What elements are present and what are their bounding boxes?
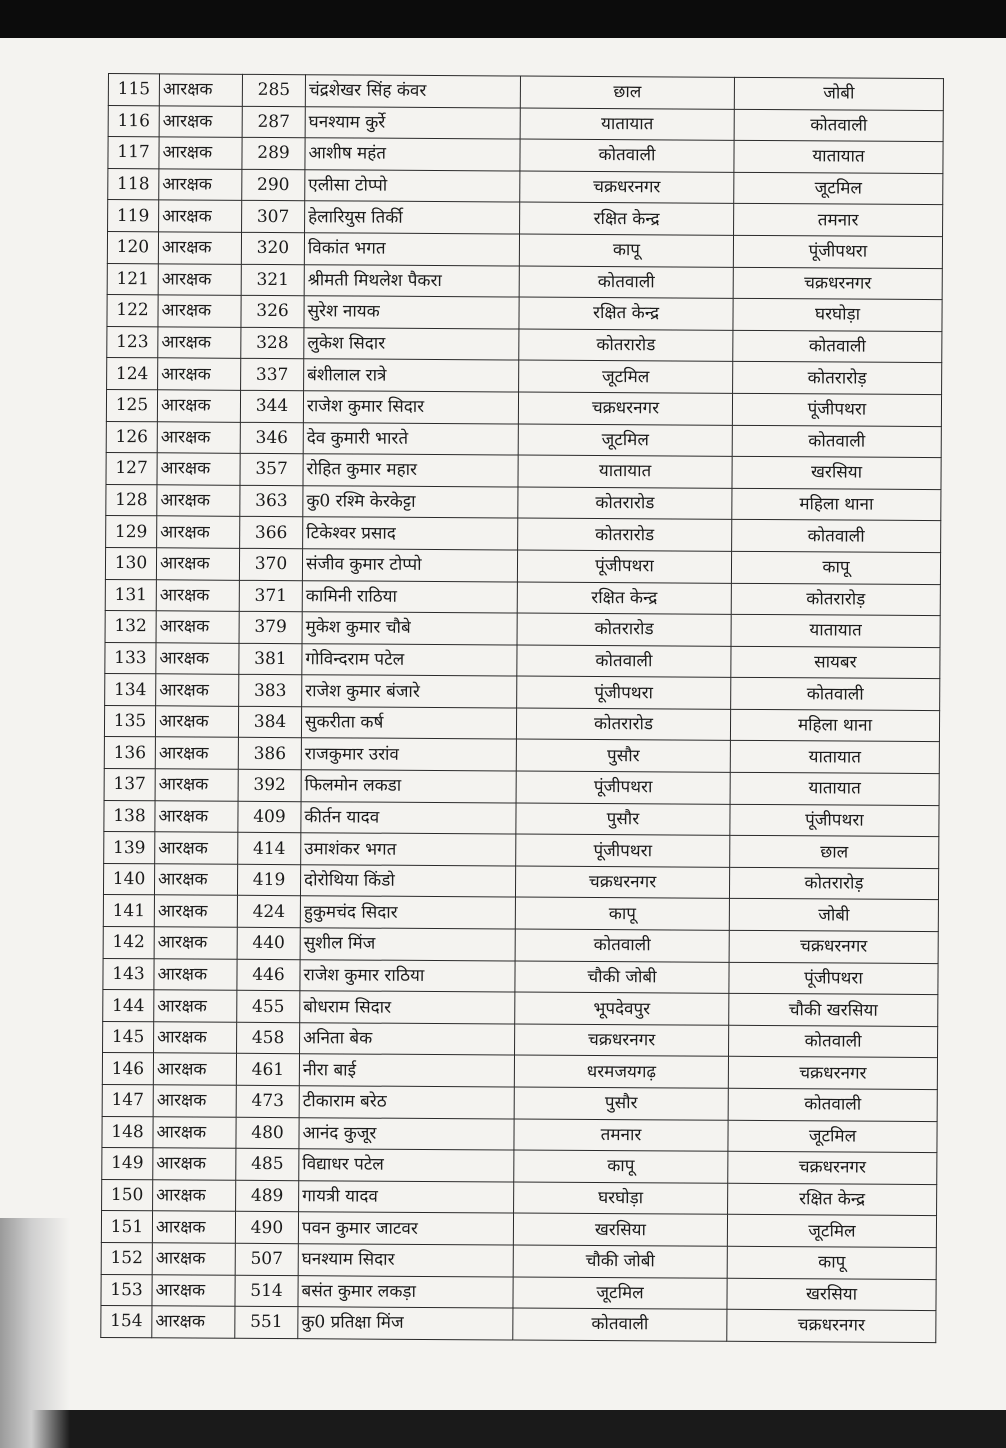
serial-number-cell: 149 [102,1148,153,1180]
serial-number-cell: 120 [107,231,158,263]
badge-number-cell: 446 [237,959,300,991]
employee-name-cell: आनंद कुजूर [299,1117,514,1150]
badge-number-cell: 371 [239,580,302,612]
new-posting-cell: चक्रधरनगर [733,267,942,300]
serial-number-cell: 125 [106,389,157,421]
rank-cell: आरक्षक [155,706,238,738]
serial-number-cell: 138 [104,800,155,832]
rank-cell: आरक्षक [156,611,239,643]
new-posting-cell: जूटमिल [728,1120,937,1153]
employee-name-cell: रोहित कुमार महार [303,454,518,487]
employee-name-cell: सुकरीता कर्ष [301,707,516,740]
current-posting-cell: कोतरारोड [518,487,732,520]
badge-number-cell: 328 [241,327,304,359]
current-posting-cell: कोतवाली [519,266,733,299]
transfer-table-body [101,74,944,1343]
current-posting-cell: चक्रधरनगर [518,392,732,425]
employee-name-cell: गोविन्दराम पटेल [302,643,517,676]
current-posting-cell: खरसिया [513,1213,727,1246]
serial-number-cell: 137 [104,769,155,801]
new-posting-cell: यातायात [730,741,939,774]
table-row [106,389,941,426]
badge-number-cell: 337 [241,359,304,391]
badge-number-cell: 307 [242,201,305,233]
employee-name-cell: सुरेश नायक [304,296,519,329]
current-posting-cell: चौकी जोबी [513,1245,727,1278]
table-row [104,800,939,837]
new-posting-cell: यातायात [731,614,940,647]
rank-cell: आरक्षक [157,453,240,485]
table-row [104,769,939,806]
serial-number-cell: 142 [103,927,154,959]
table-row [105,579,940,616]
serial-number-cell: 144 [103,990,154,1022]
serial-number-cell: 148 [102,1116,153,1148]
serial-number-cell: 128 [106,484,157,516]
new-posting-cell: यातायात [734,141,943,174]
table-row [103,927,938,964]
current-posting-cell: कोतवाली [513,1308,727,1341]
current-posting-cell: रक्षित केन्द्र [519,297,733,330]
rank-cell: आरक्षक [157,485,240,517]
employee-name-cell: कीर्तन यादव [301,801,516,834]
rank-cell: आरक्षक [156,548,239,580]
employee-name-cell: संजीव कुमार टोप्पो [302,549,517,582]
rank-cell: आरक्षक [158,295,241,327]
new-posting-cell: चौकी खरसिया [729,994,938,1027]
rank-cell: आरक्षक [154,895,237,927]
table-row [106,453,941,490]
badge-number-cell: 480 [236,1117,299,1149]
new-posting-cell: चक्रधरनगर [728,1057,937,1090]
table-row [102,1179,937,1216]
table-row [107,231,942,268]
employee-name-cell: लुकेश सिदार [304,327,519,360]
rank-cell: आरक्षक [153,1148,236,1180]
current-posting-cell: कोतवाली [517,645,731,678]
badge-number-cell: 489 [236,1180,299,1212]
new-posting-cell: छाल [730,836,939,869]
table-row [103,958,938,995]
new-posting-cell: कापू [727,1246,936,1279]
serial-number-cell: 115 [108,74,159,106]
serial-number-cell: 145 [103,1021,154,1053]
serial-number-cell: 122 [107,295,158,327]
current-posting-cell: कापू [514,1150,728,1183]
current-posting-cell: भूपदेवपुर [515,992,729,1025]
employee-name-cell: एलीसा टोप्पो [305,169,520,202]
current-posting-cell: कापू [515,897,729,930]
new-posting-cell: जोबी [734,77,943,110]
serial-number-cell: 124 [107,358,158,390]
rank-cell: आरक्षक [155,800,238,832]
current-posting-cell: धरमजयगढ़ [514,1055,728,1088]
badge-number-cell: 321 [241,264,304,296]
new-posting-cell: तमनार [734,204,943,237]
badge-number-cell: 379 [239,611,302,643]
new-posting-cell: कोतवाली [731,678,940,711]
employee-name-cell: दोरोथिया किंडो [300,865,515,898]
new-posting-cell: कोतरारोड़ [733,362,942,395]
table-row [103,863,938,900]
employee-name-cell: विकांत भगत [304,233,519,266]
table-row [107,295,942,332]
employee-name-cell: घनश्याम सिदार [298,1244,513,1277]
current-posting-cell: रक्षित केन्द्र [520,202,734,235]
rank-cell: आरक्षक [155,737,238,769]
table-row [101,1242,936,1279]
employee-name-cell: फिलमोन लकडा [301,770,516,803]
current-posting-cell: रक्षित केन्द्र [517,582,731,615]
table-row [104,737,939,774]
table-row [102,1053,937,1090]
new-posting-cell: खरसिया [732,456,941,489]
employee-name-cell: अनिता बेक [300,1023,515,1056]
rank-cell: आरक्षक [159,74,242,106]
badge-number-cell: 473 [236,1085,299,1117]
current-posting-cell: कोतवाली [520,139,734,172]
table-row [103,1021,938,1058]
new-posting-cell: कापू [731,551,940,584]
serial-number-cell: 153 [101,1274,152,1306]
employee-name-cell: बसंत कुमार लकड़ा [298,1275,513,1308]
employee-name-cell: पवन कुमार जाटवर [298,1212,513,1245]
rank-cell: आरक्षक [154,990,237,1022]
employee-name-cell: आशीष महंत [305,138,520,171]
current-posting-cell: जूटमिल [518,424,732,457]
current-posting-cell: पुसौर [514,1087,728,1120]
rank-cell: आरक्षक [159,200,242,232]
new-posting-cell: पूंजीपथरा [732,393,941,426]
badge-number-cell: 290 [242,169,305,201]
current-posting-cell: कोतरारोड [517,613,731,646]
current-posting-cell: चौकी जोबी [515,961,729,994]
badge-number-cell: 409 [238,801,301,833]
rank-cell: आरक्षक [152,1274,235,1306]
serial-number-cell: 118 [108,168,159,200]
serial-number-cell: 131 [105,579,156,611]
table-row [102,1148,937,1185]
employee-name-cell: कामिनी राठिया [302,580,517,613]
badge-number-cell: 440 [237,927,300,959]
badge-number-cell: 363 [240,485,303,517]
rank-cell: आरक्षक [158,358,241,390]
badge-number-cell: 485 [236,1148,299,1180]
badge-number-cell: 357 [240,453,303,485]
badge-number-cell: 507 [235,1243,298,1275]
serial-number-cell: 129 [106,516,157,548]
new-posting-cell: कोतवाली [729,1025,938,1058]
rank-cell: आरक्षक [156,674,239,706]
employee-name-cell: बोधराम सिदार [300,991,515,1024]
current-posting-cell: जूटमिल [513,1277,727,1310]
employee-name-cell: गायत्री यादव [299,1180,514,1213]
new-posting-cell: जोबी [729,899,938,932]
employee-name-cell: चंद्रशेखर सिंह कंवर [305,75,520,108]
employee-name-cell: घनश्याम कुर्रे [305,106,520,139]
table-row [106,421,941,458]
rank-cell: आरक्षक [155,769,238,801]
rank-cell: आरक्षक [154,1022,237,1054]
employee-name-cell: कु0 रश्मि केरकेट्टा [303,485,518,518]
current-posting-cell: पूंजीपथरा [517,676,731,709]
serial-number-cell: 147 [102,1084,153,1116]
new-posting-cell: कोतवाली [734,109,943,142]
current-posting-cell: यातायात [518,455,732,488]
current-posting-cell: कोतरारोड [516,708,730,741]
employee-name-cell: श्रीमती मिथलेश पैकरा [304,264,519,297]
badge-number-cell: 320 [241,232,304,264]
badge-number-cell: 419 [237,864,300,896]
rank-cell: आरक्षक [157,390,240,422]
table-row [102,1084,937,1121]
rank-cell: आरक्षक [158,327,241,359]
badge-number-cell: 461 [236,1054,299,1086]
current-posting-cell: पूंजीपथरा [517,550,731,583]
employee-name-cell: बंशीलाल रात्रे [304,359,519,392]
new-posting-cell: चक्रधरनगर [728,1151,937,1184]
new-posting-cell: पूंजीपथरा [730,804,939,837]
rank-cell: आरक्षक [159,137,242,169]
new-posting-cell: जूटमिल [727,1215,936,1248]
employee-name-cell: राजेश कुमार बंजारे [302,675,517,708]
current-posting-cell: चक्रधरनगर [520,171,734,204]
current-posting-cell: तमनार [514,1119,728,1152]
new-posting-cell: सायबर [731,646,940,679]
rank-cell: आरक्षक [154,864,237,896]
badge-number-cell: 285 [242,74,305,106]
rank-cell: आरक्षक [153,1180,236,1212]
table-row [108,200,943,237]
current-posting-cell: कोतरारोड [518,518,732,551]
new-posting-cell: महिला थाना [730,709,939,742]
new-posting-cell: पूंजीपथरा [733,235,942,268]
table-row [108,105,943,142]
serial-number-cell: 116 [108,105,159,137]
badge-number-cell: 366 [240,517,303,549]
current-posting-cell: कोतरारोड [519,329,733,362]
serial-number-cell: 121 [107,263,158,295]
new-posting-cell: खरसिया [727,1278,936,1311]
rank-cell: आरक्षक [153,1116,236,1148]
serial-number-cell: 117 [108,137,159,169]
employee-name-cell: विद्याधर पटेल [299,1149,514,1182]
new-posting-cell: चक्रधरनगर [729,930,938,963]
current-posting-cell: पूंजीपथरा [516,771,730,804]
employee-name-cell: टिकेश्वर प्रसाद [303,517,518,550]
employee-name-cell: नीरा बाई [299,1054,514,1087]
employee-name-cell: राजकुमार उरांव [301,738,516,771]
badge-number-cell: 346 [240,422,303,454]
serial-number-cell: 130 [105,547,156,579]
current-posting-cell: कोतवाली [515,929,729,962]
badge-number-cell: 392 [238,769,301,801]
serial-number-cell: 123 [107,326,158,358]
employee-name-cell: हेलारियुस तिर्की [305,201,520,234]
rank-cell: आरक्षक [153,1053,236,1085]
current-posting-cell: चक्रधरनगर [515,866,729,899]
table-row [105,611,940,648]
current-posting-cell: चक्रधरनगर [515,1024,729,1057]
table-row [107,263,942,300]
employee-name-cell: राजेश कुमार सिदार [303,391,518,424]
rank-cell: आरक्षक [156,579,239,611]
badge-number-cell: 287 [242,106,305,138]
current-posting-cell: पुसौर [516,803,730,836]
current-posting-cell: पुसौर [516,739,730,772]
rank-cell: आरक्षक [159,105,242,137]
serial-number-cell: 150 [102,1179,153,1211]
rank-cell: आरक्षक [152,1211,235,1243]
table-row [106,516,941,553]
badge-number-cell: 370 [239,548,302,580]
rank-cell: आरक्षक [158,232,241,264]
serial-number-cell: 119 [108,200,159,232]
new-posting-cell: कोतवाली [728,1088,937,1121]
serial-number-cell: 143 [103,958,154,990]
serial-number-cell: 127 [106,453,157,485]
table-row [105,642,940,679]
serial-number-cell: 134 [105,674,156,706]
rank-cell: आरक्षक [155,832,238,864]
rank-cell: आरक्षक [153,1085,236,1117]
current-posting-cell: छाल [520,76,734,109]
rank-cell: आरक्षक [156,642,239,674]
badge-number-cell: 551 [235,1306,298,1338]
badge-number-cell: 384 [238,706,301,738]
new-posting-cell: पूंजीपथरा [729,962,938,995]
serial-number-cell: 146 [102,1053,153,1085]
table-row [101,1274,936,1311]
employee-name-cell: सुशील मिंज [300,928,515,961]
new-posting-cell: कोतवाली [732,425,941,458]
employee-name-cell: उमाशंकर भगत [301,833,516,866]
current-posting-cell: कापू [519,234,733,267]
rank-cell: आरक्षक [158,263,241,295]
table-row [103,990,938,1027]
table-row [108,137,943,174]
table-row [105,674,940,711]
employee-name-cell: टीकाराम बरेठ [299,1086,514,1119]
badge-number-cell: 458 [237,1022,300,1054]
badge-number-cell: 386 [238,738,301,770]
table-row [106,484,941,521]
table-row [102,1116,937,1153]
current-posting-cell: यातायात [520,108,734,141]
rank-cell: आरक्षक [157,421,240,453]
new-posting-cell: कोतरारोड़ [729,867,938,900]
badge-number-cell: 424 [237,896,300,928]
table-row [101,1211,936,1248]
employee-name-cell: कु0 प्रतिक्षा मिंज [298,1307,513,1340]
badge-number-cell: 289 [242,138,305,170]
scan-edge-shadow [0,1218,70,1448]
new-posting-cell: घरघोड़ा [733,298,942,331]
serial-number-cell: 154 [101,1306,152,1338]
new-posting-cell: जूटमिल [734,172,943,205]
rank-cell: आरक्षक [152,1306,235,1338]
rank-cell: आरक्षक [154,958,237,990]
table-row [108,74,943,111]
serial-number-cell: 141 [103,895,154,927]
new-posting-cell: कोतवाली [732,520,941,553]
employee-name-cell: राजेश कुमार राठिया [300,959,515,992]
new-posting-cell: चक्रधरनगर [727,1309,936,1342]
employee-name-cell: हुकुमचंद सिदार [300,896,515,929]
badge-number-cell: 514 [235,1275,298,1307]
serial-number-cell: 152 [101,1242,152,1274]
employee-name-cell: मुकेश कुमार चौबे [302,612,517,645]
new-posting-cell: महिला थाना [732,488,941,521]
serial-number-cell: 140 [103,863,154,895]
top-dark-margin [0,0,1006,38]
serial-number-cell: 135 [104,705,155,737]
table-row [108,168,943,205]
current-posting-cell: जूटमिल [519,360,733,393]
serial-number-cell: 151 [101,1211,152,1243]
transfer-table [100,73,944,1343]
badge-number-cell: 326 [241,295,304,327]
badge-number-cell: 344 [240,390,303,422]
serial-number-cell: 132 [105,611,156,643]
employee-name-cell: देव कुमारी भारते [303,422,518,455]
badge-number-cell: 381 [239,643,302,675]
serial-number-cell: 126 [106,421,157,453]
badge-number-cell: 490 [235,1212,298,1244]
new-posting-cell: कोतरारोड़ [731,583,940,616]
current-posting-cell: पूंजीपथरा [516,834,730,867]
table-row [103,895,938,932]
table-row [107,326,942,363]
badge-number-cell: 455 [237,991,300,1023]
badge-number-cell: 414 [238,833,301,865]
table-row [107,358,942,395]
new-posting-cell: यातायात [730,772,939,805]
rank-cell: आरक्षक [152,1243,235,1275]
table-row [104,705,939,742]
table-row [104,832,939,869]
rank-cell: आरक्षक [154,927,237,959]
new-posting-cell: कोतवाली [733,330,942,363]
rank-cell: आरक्षक [157,516,240,548]
rank-cell: आरक्षक [159,169,242,201]
current-posting-cell: घरघोड़ा [514,1182,728,1215]
table-row [105,547,940,584]
serial-number-cell: 133 [105,642,156,674]
badge-number-cell: 383 [239,675,302,707]
new-posting-cell: रक्षित केन्द्र [728,1183,937,1216]
serial-number-cell: 136 [104,737,155,769]
serial-number-cell: 139 [104,832,155,864]
table-row [101,1306,936,1343]
